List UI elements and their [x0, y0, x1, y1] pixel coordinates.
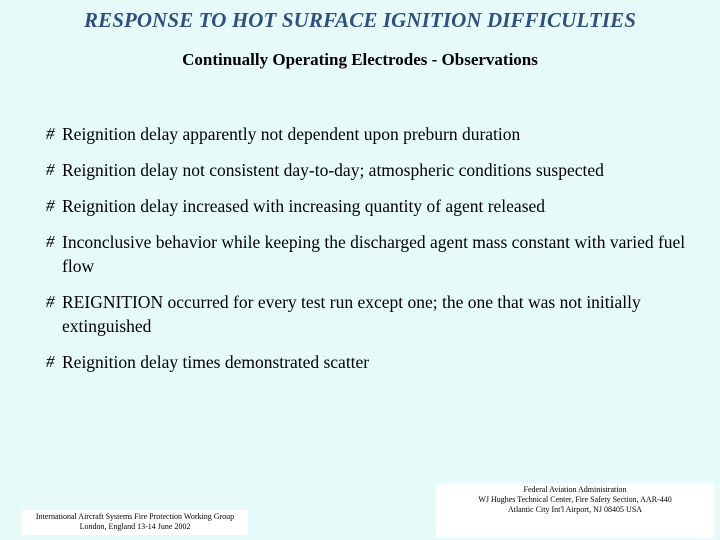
bullet-text: Reignition delay increased with increasing quantity of agent released [62, 196, 546, 216]
bullet-item [46, 194, 706, 218]
footer-organization-info [436, 483, 714, 538]
footer-org-section: WJ Hughes Technical Center, Fire Safety Section, AAR-440 [478, 495, 672, 504]
bullet-text: Reignition delay times demonstrated scatter [62, 352, 370, 372]
bullet-item [46, 290, 706, 338]
bullet-item [46, 230, 706, 278]
hash-bullet-icon: # [46, 292, 55, 311]
footer-event-name: International Aircraft Systems Fire Protection Working Group [35, 512, 235, 521]
bullet-list [46, 122, 706, 386]
slide-title: RESPONSE TO HOT SURFACE IGNITION DIFFICULTIES [83, 8, 637, 32]
slide-subtitle: Continually Operating Electrodes - Observations [182, 50, 538, 69]
bullet-item [46, 350, 706, 374]
bullet-text: Reignition delay not consistent day-to-day; atmospheric conditions suspected [62, 160, 604, 180]
bullet-text: Inconclusive behavior while keeping the discharged agent mass constant with varied fuel flow [62, 232, 686, 276]
footer-event-info [22, 510, 248, 535]
hash-bullet-icon: # [46, 232, 55, 251]
bullet-text: REIGNITION occurred for every test run except one; the one that was not initially extinguished [62, 292, 641, 336]
hash-bullet-icon: # [46, 352, 55, 371]
bullet-item [46, 122, 706, 146]
footer-org-name: Federal Aviation Administration [523, 485, 627, 494]
hash-bullet-icon: # [46, 124, 55, 143]
hash-bullet-icon: # [46, 160, 55, 179]
hash-bullet-icon: # [46, 196, 55, 215]
bullet-text: Reignition delay apparently not dependent upon preburn duration [62, 124, 521, 144]
footer-org-address: Atlantic City Int'l Airport, NJ 08405 USA [507, 505, 643, 514]
bullet-item [46, 158, 706, 182]
footer-event-location-date: London, England 13-14 June 2002 [79, 522, 191, 531]
